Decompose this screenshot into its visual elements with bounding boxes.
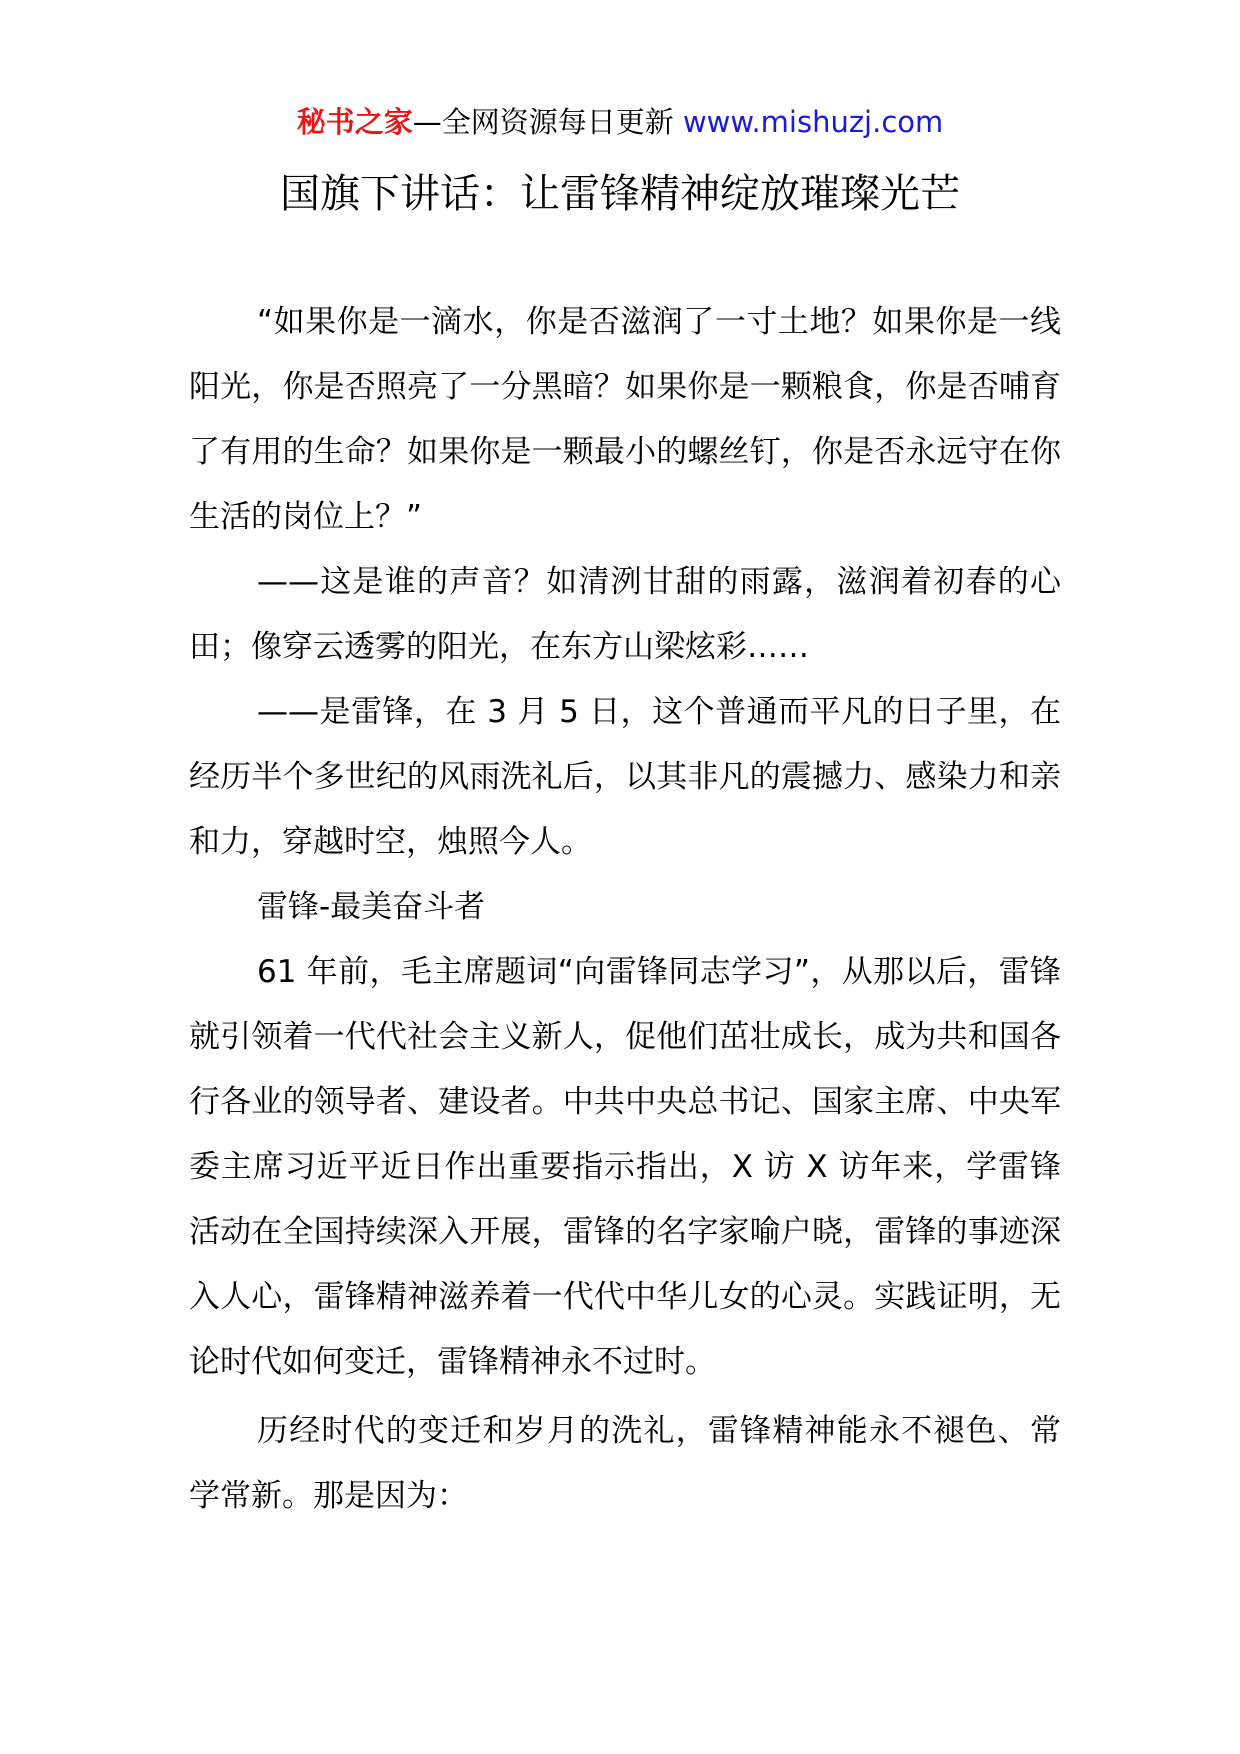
paragraph-never-fade: 历经时代的变迁和岁月的洗礼，雷锋精神能永不褪色、常学常新。那是因为： <box>189 1413 1061 1514</box>
document-title: 国旗下讲话：让雷锋精神绽放璀璨光芒 <box>280 171 960 217</box>
paragraph-lei-feng-march-5: ——是雷锋，在 3 月 5 日，这个普通而平凡的日子里，在经历半个多世纪的风雨洗礼后，以其非凡的震撼力、感染力和亲和力，穿越时空，烛照今人。 <box>189 694 1061 860</box>
brand-name: 秘书之家 <box>296 105 413 139</box>
section-heading: 雷锋-最美奋斗者 <box>257 889 486 925</box>
paragraph-whose-voice: ——这是谁的声音？如清洌甘甜的雨露，滋润着初春的心田；像穿云透雾的阳光，在东方山梁炫彩…… <box>189 564 1061 665</box>
document-body <box>189 290 1061 1529</box>
site-url-link[interactable]: www.mishuzj.com <box>682 105 944 139</box>
site-header <box>0 102 1240 142</box>
paragraph-61-years: 61 年前，毛主席题词“向雷锋同志学习”，从那以后，雷锋就引领着一代代社会主义新人，促他们茁壮成长，成为共和国各行各业的领导者、建设者。中共中央总书记、国家主席、中央军委主席习近平近日作出重要指示指出，X 访 X 访年来，学雷锋活动在全国持续深入开展，雷锋的名字家喻户晓，雷锋的事迹深入人心，雷锋精神滋养着一代代中华儿女的心灵。实践证明，无论时代如何变迁，雷锋精神永不过时。 <box>189 954 1061 1380</box>
header-tagline: —全网资源每日更新 <box>412 105 683 139</box>
paragraph-quote: “如果你是一滴水，你是否滋润了一寸土地？如果你是一线阳光，你是否照亮了一分黑暗？如果你是一颗粮食，你是否哺育了有用的生命？如果你是一颗最小的螺丝钉，你是否永远守在你生活的岗位上？” <box>189 304 1061 535</box>
